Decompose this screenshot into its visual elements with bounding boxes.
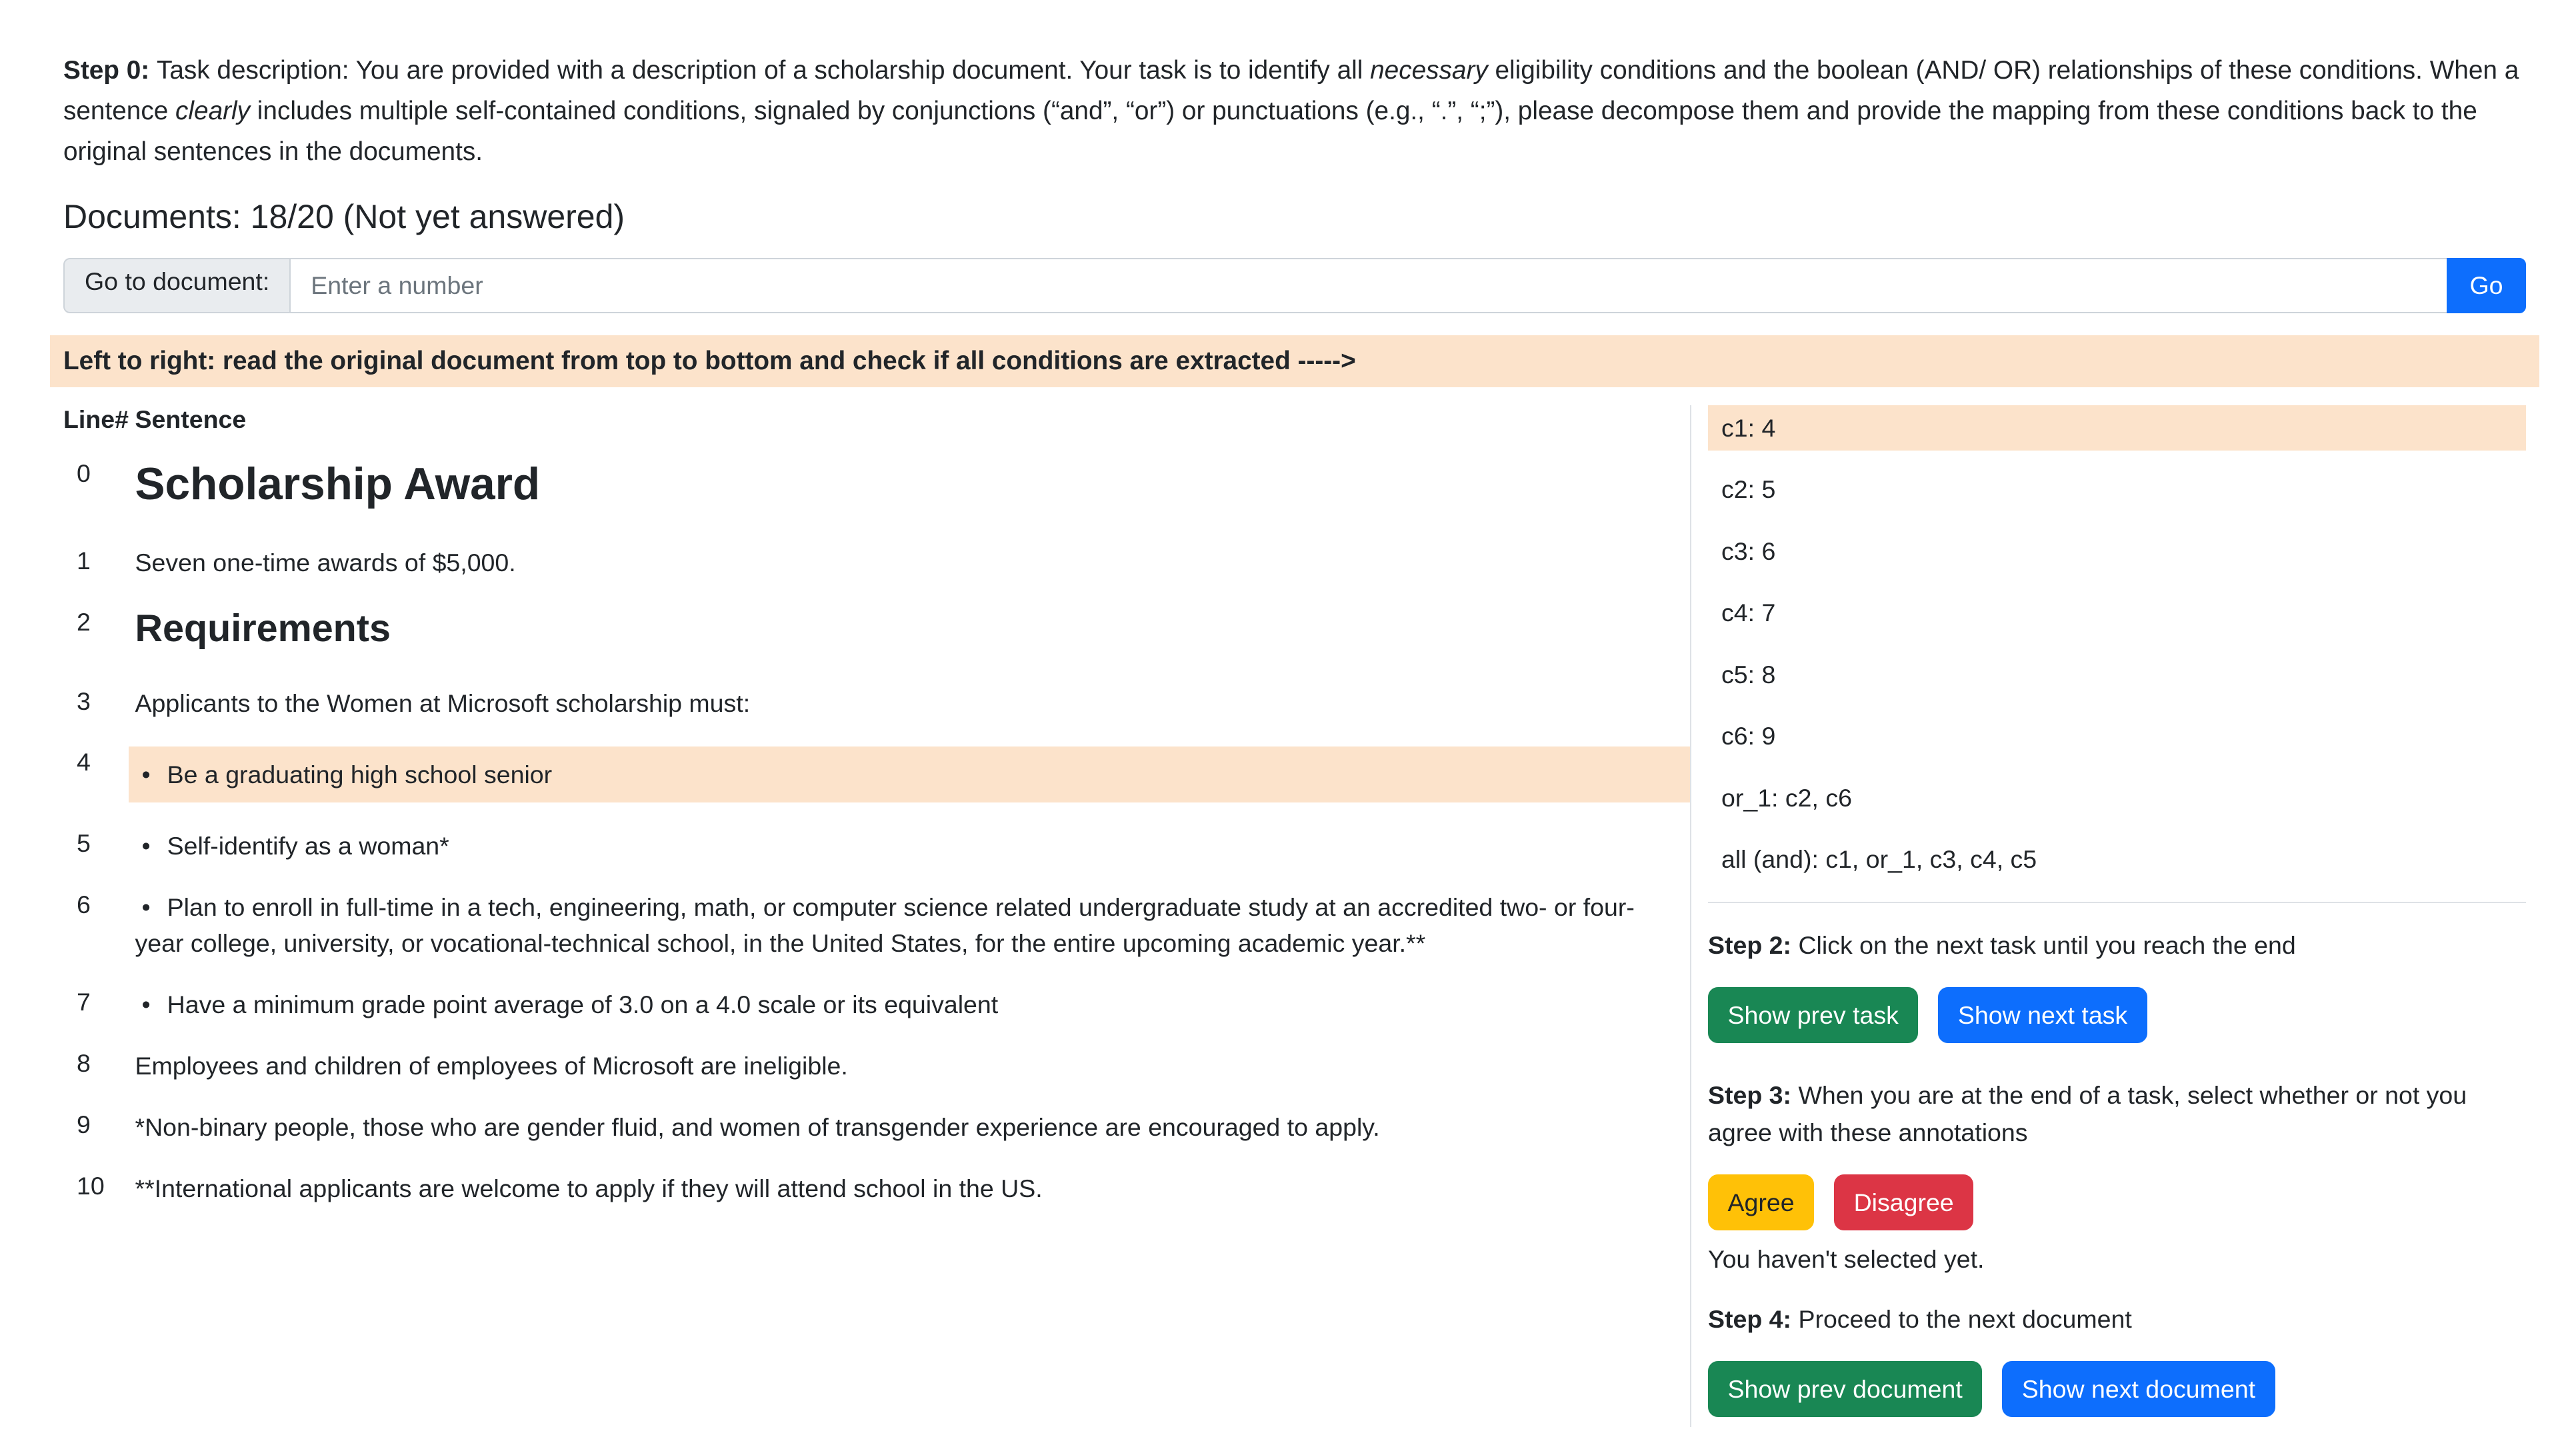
line-number: 7 xyxy=(77,988,91,1016)
step3-instruction: Step 3: When you are at the end of a task, select whether or not you agree with these annotations xyxy=(1708,1080,2467,1147)
sentence-text: Have a minimum grade point average of 3.0 on a 4.0 scale or its equivalent xyxy=(167,990,999,1018)
step4-label: Step 4: xyxy=(1708,1305,1792,1334)
condition-list xyxy=(1708,405,2526,882)
show-next-task-button[interactable]: Show next task xyxy=(1938,987,2147,1042)
table-header xyxy=(63,405,1690,434)
condition-item: c6: 9 xyxy=(1721,722,1776,750)
task-nav-buttons xyxy=(1708,987,2526,1042)
selection-status: You haven't selected yet. xyxy=(1708,1245,1985,1274)
sentence-text: Plan to enroll in full-time in a tech, engineering, math, or computer science related undergraduate study at an accredited two- or four-year college, university, or vocational-technical school, in the United States, for the entire upcoming academic year.** xyxy=(135,892,1635,958)
documents-counter: Documents: 18/20 (Not yet answered) xyxy=(63,198,625,236)
table-row xyxy=(63,889,1690,962)
step2-label: Step 2: xyxy=(1708,931,1792,960)
column-header-line: Line# xyxy=(63,405,129,434)
agreement-buttons xyxy=(1708,1174,2526,1230)
agree-button[interactable]: Agree xyxy=(1708,1174,1814,1230)
disagree-button[interactable]: Disagree xyxy=(1834,1174,1973,1230)
line-number: 4 xyxy=(77,748,91,776)
line-number: 2 xyxy=(77,607,91,636)
column-header-sentence: Sentence xyxy=(135,405,247,434)
sentence: *Non-binary people, those who are gender fluid, and women of transgender experience are encouraged to apply. xyxy=(135,1112,1380,1141)
line-number: 10 xyxy=(77,1172,105,1200)
step4-instruction: Step 4: Proceed to the next document xyxy=(1708,1305,2132,1334)
condition-item: c5: 8 xyxy=(1721,660,1776,689)
condition-item: or_1: c2, c6 xyxy=(1721,783,1852,812)
table-row xyxy=(63,685,1690,721)
line-number: 8 xyxy=(77,1049,91,1078)
sentence: **International applicants are welcome to apply if they will attend school in the US. xyxy=(135,1174,1043,1202)
document-nav-buttons xyxy=(1708,1361,2526,1416)
table-row xyxy=(63,545,1690,581)
line-number: 5 xyxy=(77,829,91,858)
bullet-icon: • xyxy=(141,760,151,788)
annotation-panel xyxy=(1690,405,2526,1427)
table-row xyxy=(63,606,1690,652)
goto-document-group xyxy=(63,258,2526,313)
table-row xyxy=(63,1109,1690,1145)
sentence-text: Self-identify as a woman* xyxy=(167,831,449,860)
table-row xyxy=(63,828,1690,864)
table-row xyxy=(63,1048,1690,1084)
document-rows xyxy=(63,457,1690,1206)
sentence: Requirements xyxy=(135,607,391,651)
condition-item: c3: 6 xyxy=(1721,537,1776,565)
sentence: Employees and children of employees of Microsoft are ineligible. xyxy=(135,1051,848,1080)
condition-item: c1: 4 xyxy=(1708,405,2526,451)
sentence xyxy=(135,889,1691,962)
table-row xyxy=(63,746,1690,802)
table-row xyxy=(63,986,1690,1022)
line-number: 1 xyxy=(77,546,91,575)
main-content xyxy=(63,405,2526,1427)
sentence xyxy=(129,746,1691,802)
document-panel xyxy=(63,405,1690,1427)
task-description: Step 0: Task description: You are provided with a description of a scholarship document. Your task is to identify all necessary eligibility conditions and the boolean (AND/ OR) relationships of these conditions. When a sentence clearly includes multiple self-contained conditions, signaled by conjunctions (“and”, “or”) or punctuations (e.g., “.”, “;”), please decompose them and provide the mapping from these conditions back to the original sentences in the documents. xyxy=(63,56,2519,167)
table-row xyxy=(63,457,1690,511)
condition-item: c4: 7 xyxy=(1721,599,1776,627)
condition-item: c2: 5 xyxy=(1721,475,1776,504)
line-number: 0 xyxy=(77,459,91,487)
show-prev-task-button[interactable]: Show prev task xyxy=(1708,987,1918,1042)
goto-document-input[interactable] xyxy=(291,258,2447,313)
sentence xyxy=(135,828,1691,864)
show-next-document-button[interactable]: Show next document xyxy=(2002,1361,2275,1416)
step2-instruction: Step 2: Click on the next task until you reach the end xyxy=(1708,931,2296,960)
sentence: Scholarship Award xyxy=(135,459,541,510)
sentence: Applicants to the Women at Microsoft scholarship must: xyxy=(135,689,751,718)
instruction-banner: Left to right: read the original document from top to bottom and check if all conditions are extracted -----> xyxy=(50,335,2539,387)
go-button[interactable]: Go xyxy=(2447,258,2526,313)
line-number: 9 xyxy=(77,1110,91,1139)
bullet-icon: • xyxy=(141,831,151,860)
sentence xyxy=(135,986,1691,1022)
sentence-text: Be a graduating high school senior xyxy=(167,760,553,788)
sentence: Seven one-time awards of $5,000. xyxy=(135,549,516,577)
line-number: 6 xyxy=(77,890,91,919)
table-row xyxy=(63,1170,1690,1206)
condition-item: all (and): c1, or_1, c3, c4, c5 xyxy=(1721,845,2037,874)
line-number: 3 xyxy=(77,687,91,715)
goto-document-label: Go to document: xyxy=(63,258,291,313)
show-prev-document-button[interactable]: Show prev document xyxy=(1708,1361,1982,1416)
bullet-icon: • xyxy=(141,892,151,921)
section-divider xyxy=(1708,902,2526,903)
bullet-icon: • xyxy=(141,990,151,1018)
step3-label: Step 3: xyxy=(1708,1080,1792,1109)
